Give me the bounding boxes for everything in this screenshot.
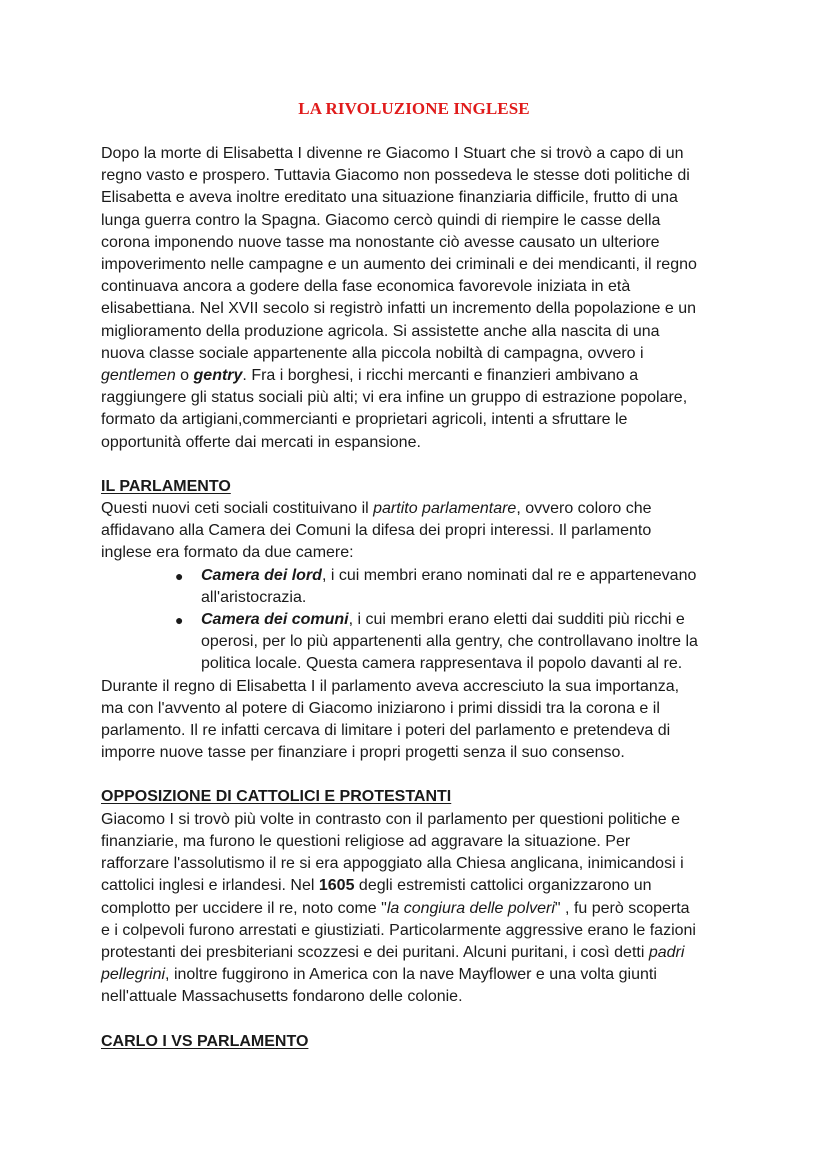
text-line: imporre nuove tasse per finanziare i propri progetti senza il suo consenso.	[101, 744, 625, 762]
bullet-icon: ●	[175, 612, 184, 629]
text-line: parlamento. Il re infatti cercava di limitare i poteri del parlamento e pretendeva di	[101, 722, 671, 740]
section-parlamento	[101, 476, 741, 765]
text-fragment: o	[175, 367, 194, 385]
section-opposizione	[101, 786, 741, 1008]
text-line: e i colpevoli furono arrestati e giustiziati. Particolarmente aggressive erano le fazioni	[101, 921, 696, 939]
year-1605: 1605	[318, 877, 355, 895]
text-line	[201, 609, 741, 631]
text-fragment: " , fu però scoperta	[554, 899, 690, 917]
term-congiura-delle-polveri: la congiura delle polveri	[386, 899, 555, 917]
text-line	[101, 365, 741, 387]
spacer	[101, 764, 741, 786]
text-line: politica locale. Questa camera rappresentava il popolo davanti al re.	[201, 655, 683, 673]
text-line: ma con l'avvento al potere di Giacomo iniziarono i primi dissidi tra la corona e il	[101, 699, 660, 717]
text-line: Durante il regno di Elisabetta I il parlamento aveva accresciuto la sua importanza,	[101, 677, 680, 695]
term-camera-dei-comuni: Camera dei comuni	[201, 611, 349, 629]
text-line	[101, 875, 741, 897]
text-line: Giacomo I si trovò più volte in contrasto con il parlamento per questioni politiche e	[101, 810, 680, 828]
text-line: all'aristocrazia.	[201, 588, 307, 606]
document-body	[101, 143, 741, 1053]
text-line: nuova classe sociale appartenente alla piccola nobiltà di campagna, ovvero i	[101, 344, 644, 362]
bullet-list	[101, 565, 741, 676]
text-line	[101, 898, 741, 920]
text-line: corona imponendo nuove tasse ma nonostante ciò avesse causato un ulteriore	[101, 233, 660, 251]
text-line	[101, 942, 741, 964]
term-pellegrini: pellegrini	[101, 966, 166, 984]
section-heading: CARLO I VS PARLAMENTO	[101, 1032, 309, 1050]
text-line: lunga guerra contro la Spagna. Giacomo cercò quindi di riempire le casse della	[101, 211, 661, 229]
text-line: nell'attuale Massachusetts fondarono delle colonie.	[101, 988, 463, 1006]
text-line: affidavano alla Camera dei Comuni la difesa dei propri interessi. Il parlamento	[101, 522, 652, 540]
text-line: impoverimento nelle campagne e un aumento dei criminali e dei mendicanti, il regno	[101, 256, 697, 274]
text-fragment: complotto per uccidere il re, noto come "	[101, 899, 387, 917]
text-line: continuava ancora a godere della fase economica favorevole iniziata in età	[101, 278, 631, 296]
text-line: raggiungere gli status sociali più alti; vi era infine un gruppo di estrazione popolare,	[101, 389, 688, 407]
text-fragment: cattolici inglesi e irlandesi. Nel	[101, 877, 319, 895]
text-line: Dopo la morte di Elisabetta I divenne re Giacomo I Stuart che si trovò a capo di un	[101, 145, 684, 162]
text-fragment: Questi nuovi ceti sociali costituivano il	[101, 500, 374, 518]
text-line: formato da artigiani,commercianti e proprietari agricoli, intenti a sfruttare le	[101, 411, 628, 429]
text-line: regno vasto e prospero. Tuttavia Giacomo non possedeva le stesse doti politiche di	[101, 167, 690, 185]
text-line	[101, 964, 741, 986]
spacer	[101, 454, 741, 476]
term-partito-parlamentare: partito parlamentare	[373, 500, 517, 518]
text-line: rafforzare l'assolutismo il re si era appoggiato alla Chiesa anglicana, inimicandosi i	[101, 855, 684, 873]
text-line: operosi, per lo più appartenenti alla gentry, che controllavano inoltre la	[201, 633, 698, 651]
spacer	[101, 1009, 741, 1031]
term-padri: padri	[648, 943, 685, 961]
section-carlo	[101, 1031, 741, 1053]
document-title: LA RIVOLUZIONE INGLESE	[298, 99, 530, 118]
text-line: inglese era formato da due camere:	[101, 544, 354, 562]
text-fragment: , i cui membri erano nominati dal re e appartenevano	[321, 566, 697, 584]
text-line: miglioramento della produzione agricola. Si assistette anche alla nascita di una	[101, 322, 660, 340]
term-gentlemen: gentlemen	[101, 367, 176, 385]
list-item	[101, 565, 741, 609]
term-camera-dei-lord: Camera dei lord	[201, 566, 322, 584]
text-line: elisabettiana. Nel XVII secolo si registrò infatti un incremento della popolazione e un	[101, 300, 697, 318]
text-fragment: , ovvero coloro che	[516, 500, 652, 518]
text-line	[101, 498, 741, 520]
text-fragment: . Fra i borghesi, i ricchi mercanti e finanzieri ambivano a	[242, 367, 639, 385]
text-line: finanziarie, ma furono le questioni religiose ad aggravare la situazione. Per	[101, 832, 631, 850]
text-line	[201, 565, 741, 587]
section-heading: IL PARLAMENTO	[101, 477, 231, 495]
bullet-icon: ●	[175, 567, 184, 584]
section-heading: OPPOSIZIONE DI CATTOLICI E PROTESTANTI	[101, 788, 452, 806]
list-item	[101, 609, 741, 676]
text-fragment: , inoltre fuggirono in America con la nave Mayflower e una volta giunti	[165, 966, 657, 984]
text-fragment: degli estremisti cattolici organizzarono un	[354, 877, 652, 895]
text-line: opportunità offerte dai mercati in espansione.	[101, 433, 421, 451]
intro-paragraph	[101, 143, 741, 454]
term-gentry: gentry	[193, 367, 243, 385]
text-fragment: protestanti dei presbiteriani scozzesi e dei puritani. Alcuni puritani, i così detti	[101, 943, 649, 961]
text-fragment: , i cui membri erano eletti dai sudditi più ricchi e	[348, 611, 685, 629]
text-line: Elisabetta e aveva inoltre ereditato una situazione finanziaria difficile, frutto di una	[101, 189, 678, 207]
